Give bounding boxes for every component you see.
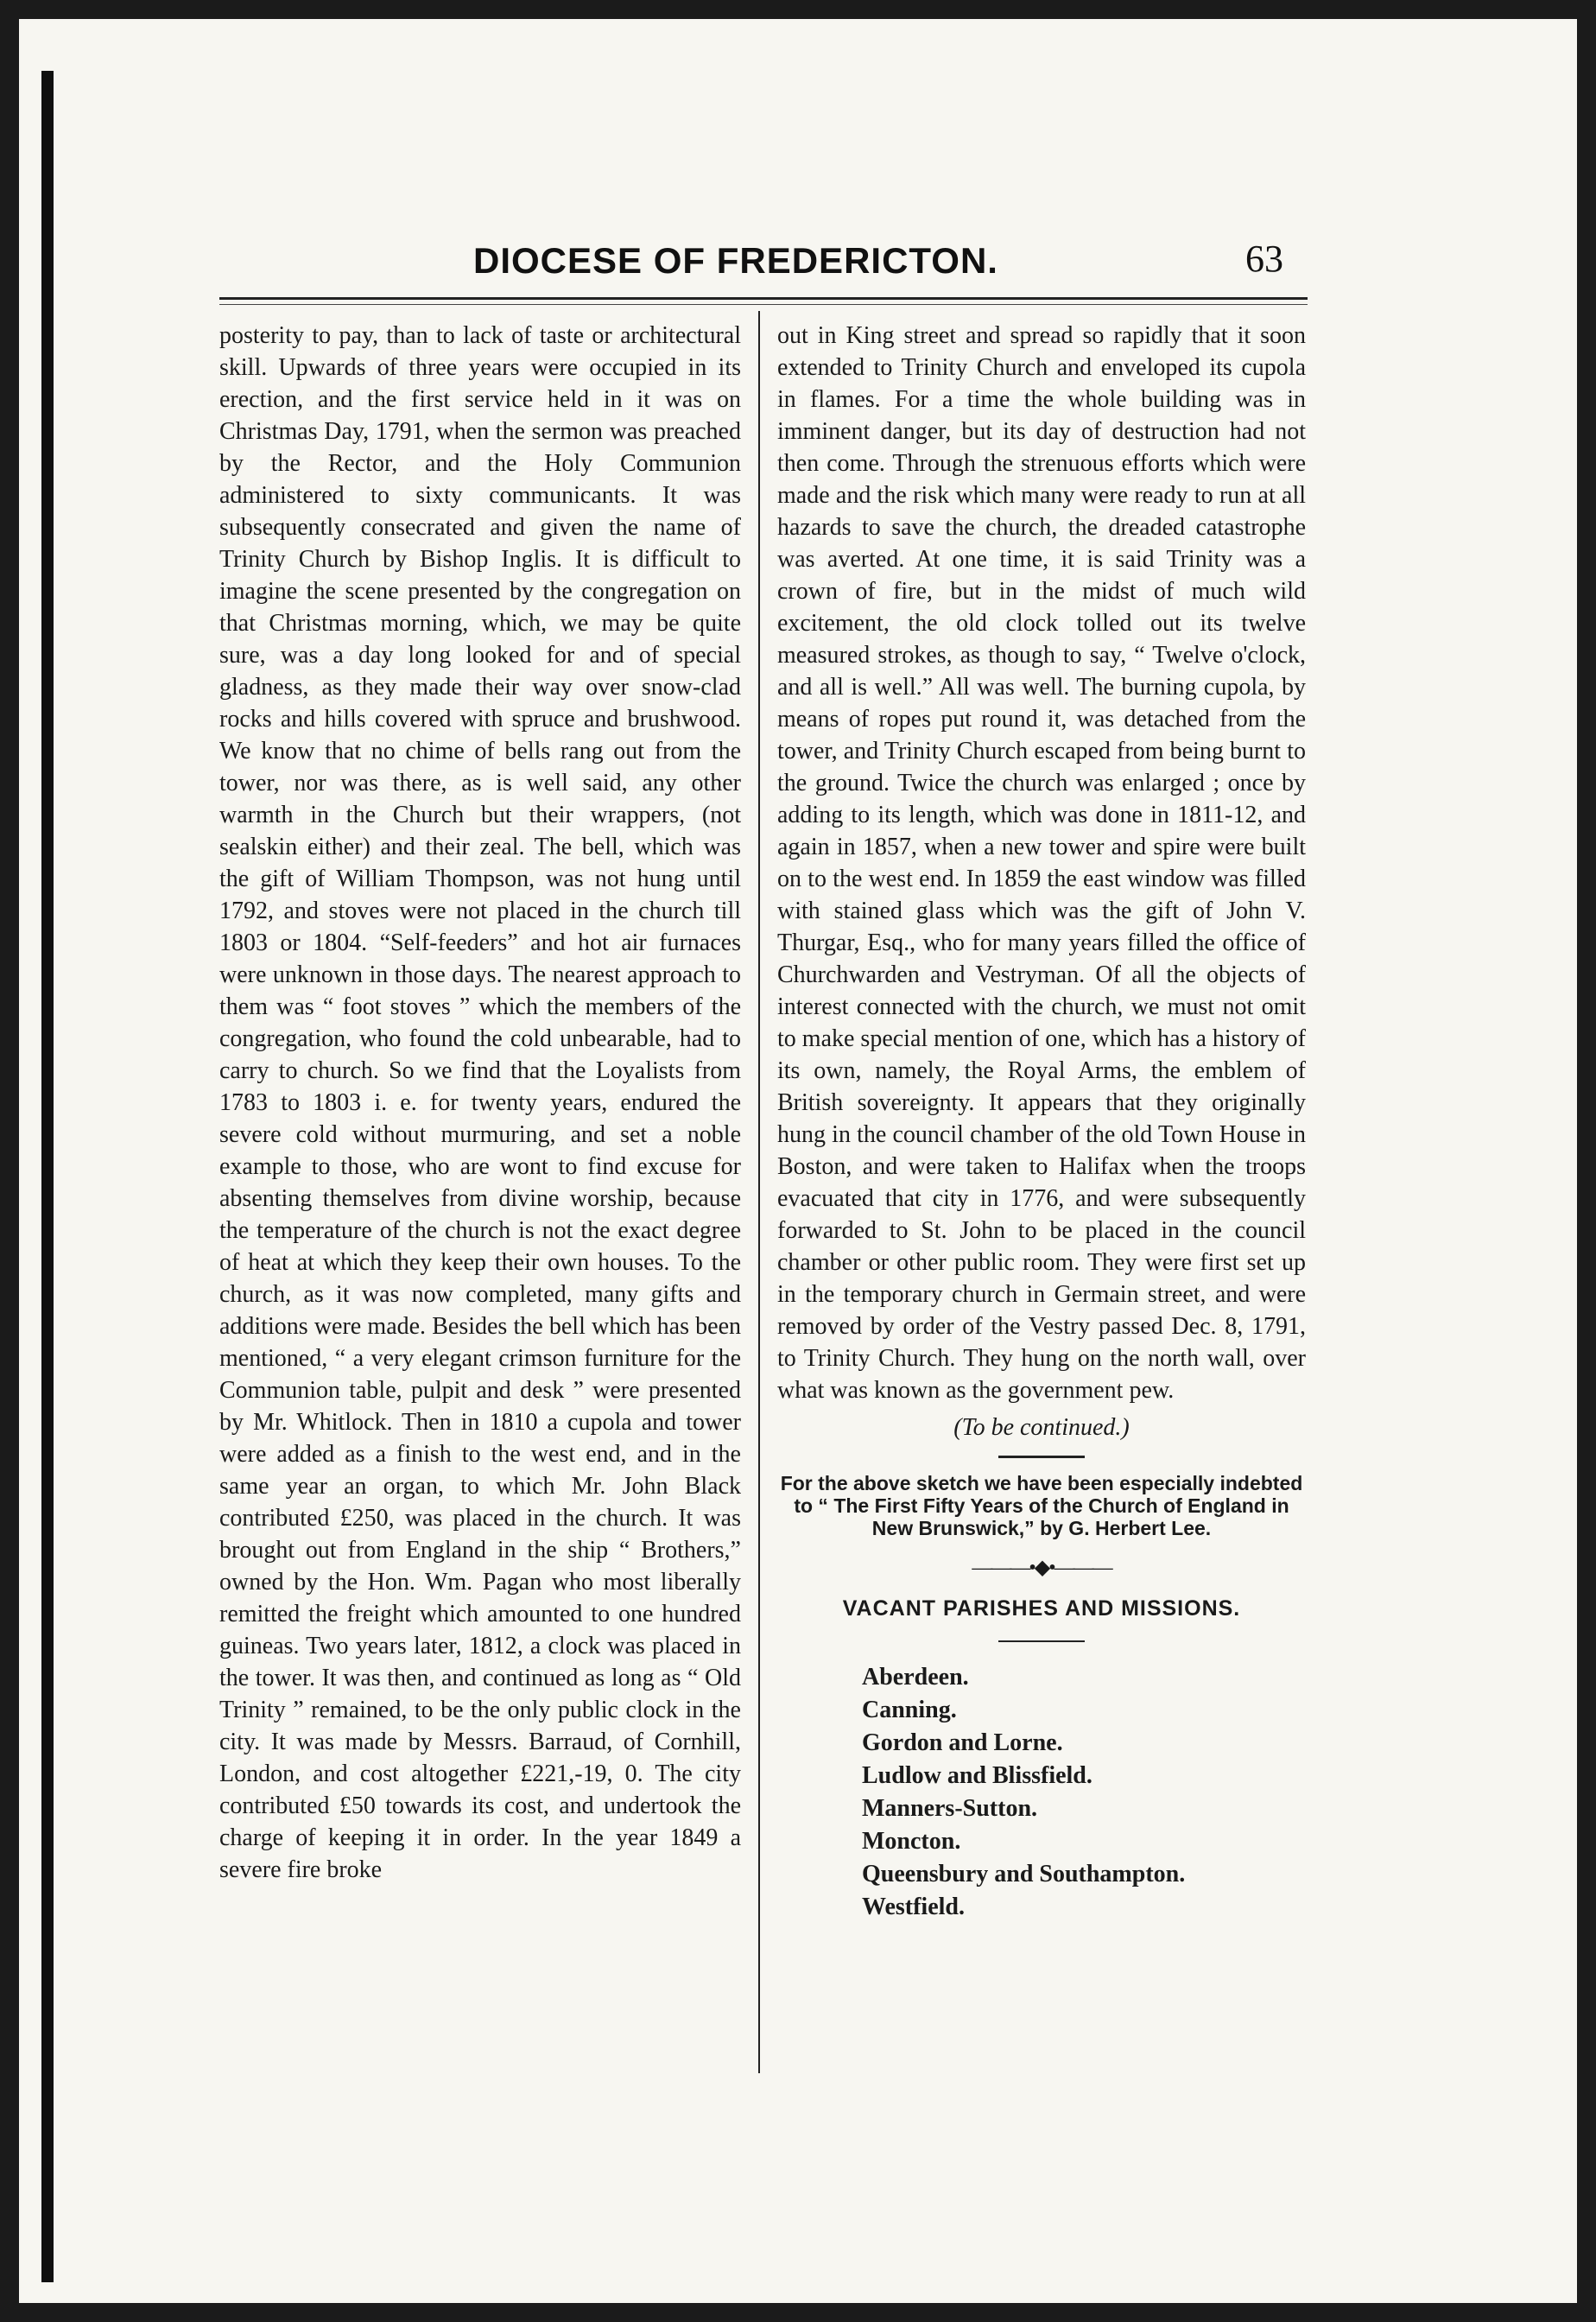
list-item: Queensbury and Southampton. (862, 1861, 1186, 1887)
column-divider (758, 311, 760, 2073)
list-item: Canning. (862, 1697, 957, 1723)
left-column-text: posterity to pay, than to lack of taste or architectural skill. Upwards of three years were occupied in its erection, and the first service held in it was on Christmas Day, 1791, when the sermon was preached by the Rector, and the Holy Communion administered to sixty communicants. It was subsequently consecrated and given the name of Trinity Church by Bishop Inglis. It is difficult to imagine the scene presented by the congregation on that Christmas morning, which, we may be quite sure, was a day long looked for and of special gladness, as they made their way over snow-clad rocks and hills covered with spruce and brushwood. We know that no chime of bells rang out from the tower, nor was there, as is well said, any other warmth in the Church but their wrappers, (not sealskin either) and their zeal. The bell, which was the gift of William Thompson, was not hung until 1792, and stoves were not placed in the church till 1803 or 1804. “Self-feeders” and hot air furnaces were unknown in those days. The nearest approach to them was “ foot stoves ” which the members of the congregation, who found the cold unbearable, had to carry to church. So we find that the Loyalists from 1783 to 1803 i. e. for twenty years, endured the severe cold without murmuring, and set a noble example to those, who are wont to find excuse for absenting themselves from divine worship, because the temperature of the church is not the exact degree of heat at which they keep their own houses. To the church, as it was now completed, many gifts and additions were made. Besides the bell which has been mentioned, “ a very elegant crimson furniture for the Communion table, pulpit and desk ” were presented by Mr. Whitlock. Then in 1810 a cupola and tower were added as a finish to the west end, and in the same year an organ, to which Mr. John Black contributed £250, was placed in the church. It was brought out from England in the ship “ Brothers,” owned by the Hon. Wm. Pagan who most liberally remitted the freight which amounted to one hundred guineas. Two years later, 1812, a clock was placed in the tower. It was then, and continued as long as “ Old Trinity ” remained, to be the only public clock in the city. It was made by Messrs. Barraud, of Cornhill, London, and cost altogether £221,-19, 0. The city contributed £50 towards its cost, and undertook the charge of keeping it in order. In the year 1849 a severe fire broke (219, 322, 741, 1883)
list-item: Ludlow and Blissfield. (862, 1762, 1092, 1789)
list-item: Moncton. (862, 1828, 961, 1855)
list-item: Gordon and Lorne. (862, 1729, 1063, 1756)
header-rule (219, 297, 1308, 300)
running-header-title: DIOCESE OF FREDERICTON. (473, 240, 998, 281)
list-item: Westfield. (862, 1894, 965, 1920)
header-rule-thin (219, 304, 1308, 305)
section-rule (998, 1456, 1085, 1458)
right-column (777, 320, 1306, 1924)
document-page (19, 19, 1577, 2303)
list-item: Aberdeen. (862, 1664, 969, 1691)
ornament-divider: ———•◆•——— (972, 1557, 1112, 1579)
to-be-continued: (To be continued.) (953, 1414, 1130, 1441)
left-column (219, 320, 741, 1886)
heading-rule (998, 1640, 1085, 1642)
parish-list (777, 1661, 1306, 1924)
right-column-text: out in King street and spread so rapidly that it soon extended to Trinity Church and enveloped its cupola in flames. For a time the whole building was in imminent danger, but its day of destruction had not then come. Through the strenuous efforts which were made and the risk which many were ready to run at all hazards to save the church, the dreaded catastrophe was averted. At one time, it is said Trinity was a crown of fire, but in the midst of much wild excitement, the old clock tolled out its twelve measured strokes, as though to say, “ Twelve o'clock, and all is well.” All was well. The burning cupola, by means of ropes put round it, was detached from the tower, and Trinity Church escaped from being burnt to the ground. Twice the church was enlarged ; once by adding to its length, which was done in 1811-12, and again in 1857, when a new tower and spire were built on to the west end. In 1859 the east window was filled with stained glass which was the gift of John V. Thurgar, Esq., who for many years filled the office of Churchwarden and Vestryman. Of all the objects of interest connected with the church, we must not omit to make special mention of one, which has a history of its own, namely, the Royal Arms, the emblem of British sovereignty. It appears that they originally hung in the council chamber of the old Town House in Boston, and were taken to Halifax when the troops evacuated that city in 1776, and were subsequently forwarded to St. John to be placed in the council chamber or other public room. They were first set up in the temporary church in Germain street, and were removed by order of the Vestry passed Dec. 8, 1791, to Trinity Church. They hung on the north wall, over what was known as the government pew. (777, 322, 1306, 1404)
page-number: 63 (1245, 238, 1283, 280)
footnote: For the above sketch we have been especially indebted to “ The First Fifty Years of the Church of England in New Brunswick,” by G. Herbert Lee. (780, 1472, 1303, 1539)
list-item: Manners-Sutton. (862, 1795, 1038, 1822)
vacant-parishes-heading: VACANT PARISHES AND MISSIONS. (842, 1596, 1241, 1621)
